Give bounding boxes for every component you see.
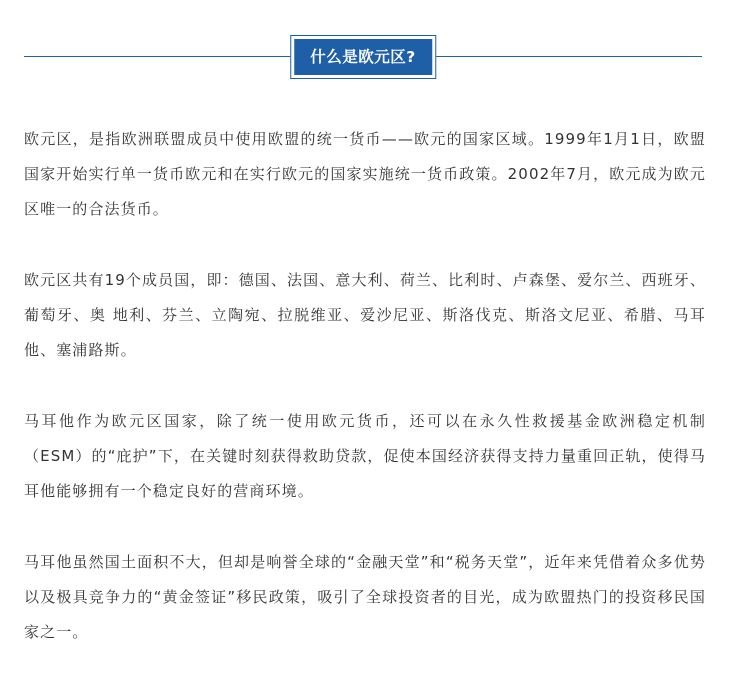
paragraph-member-states: 欧元区共有19个成员国，即：德国、法国、意大利、荷兰、比利时、卢森堡、爱尔兰、西班牙、葡萄牙、奥 地利、芬兰、立陶宛、拉脱维亚、爱沙尼亚、斯洛伐克、斯洛文尼亚、希腊、马耳他、塞浦路斯。 <box>24 271 706 359</box>
section-title: 什么是欧元区? <box>294 39 432 75</box>
paragraph-malta-esm: 马耳他作为欧元区国家，除了统一使用欧元货币，还可以在永久性救援基金欧洲稳定机制（ESM）的“庇护”下，在关键时刻获得救助贷款，促使本国经济获得支持力量重回正轨，使得马耳他能够拥有一个稳定良好的营商环境。 <box>24 412 706 500</box>
paragraph-malta-investment: 马耳他虽然国土面积不大，但却是响誉全球的“金融天堂”和“税务天堂”，近年来凭借着众多优势以及极具竞争力的“黄金签证”移民政策，吸引了全球投资者的目光，成为欧盟热门的投资移民国家之一。 <box>24 553 706 641</box>
paragraph-eurozone-definition: 欧元区，是指欧洲联盟成员中使用欧盟的统一货币——欧元的国家区域。1999年1月1日，欧盟国家开始实行单一货币欧元和在实行欧元的国家实施统一货币政策。2002年7月，欧元成为欧元区唯一的合法货币。 <box>24 130 706 218</box>
article-body <box>24 122 706 686</box>
header-title-frame <box>290 35 436 79</box>
section-header <box>24 35 702 79</box>
